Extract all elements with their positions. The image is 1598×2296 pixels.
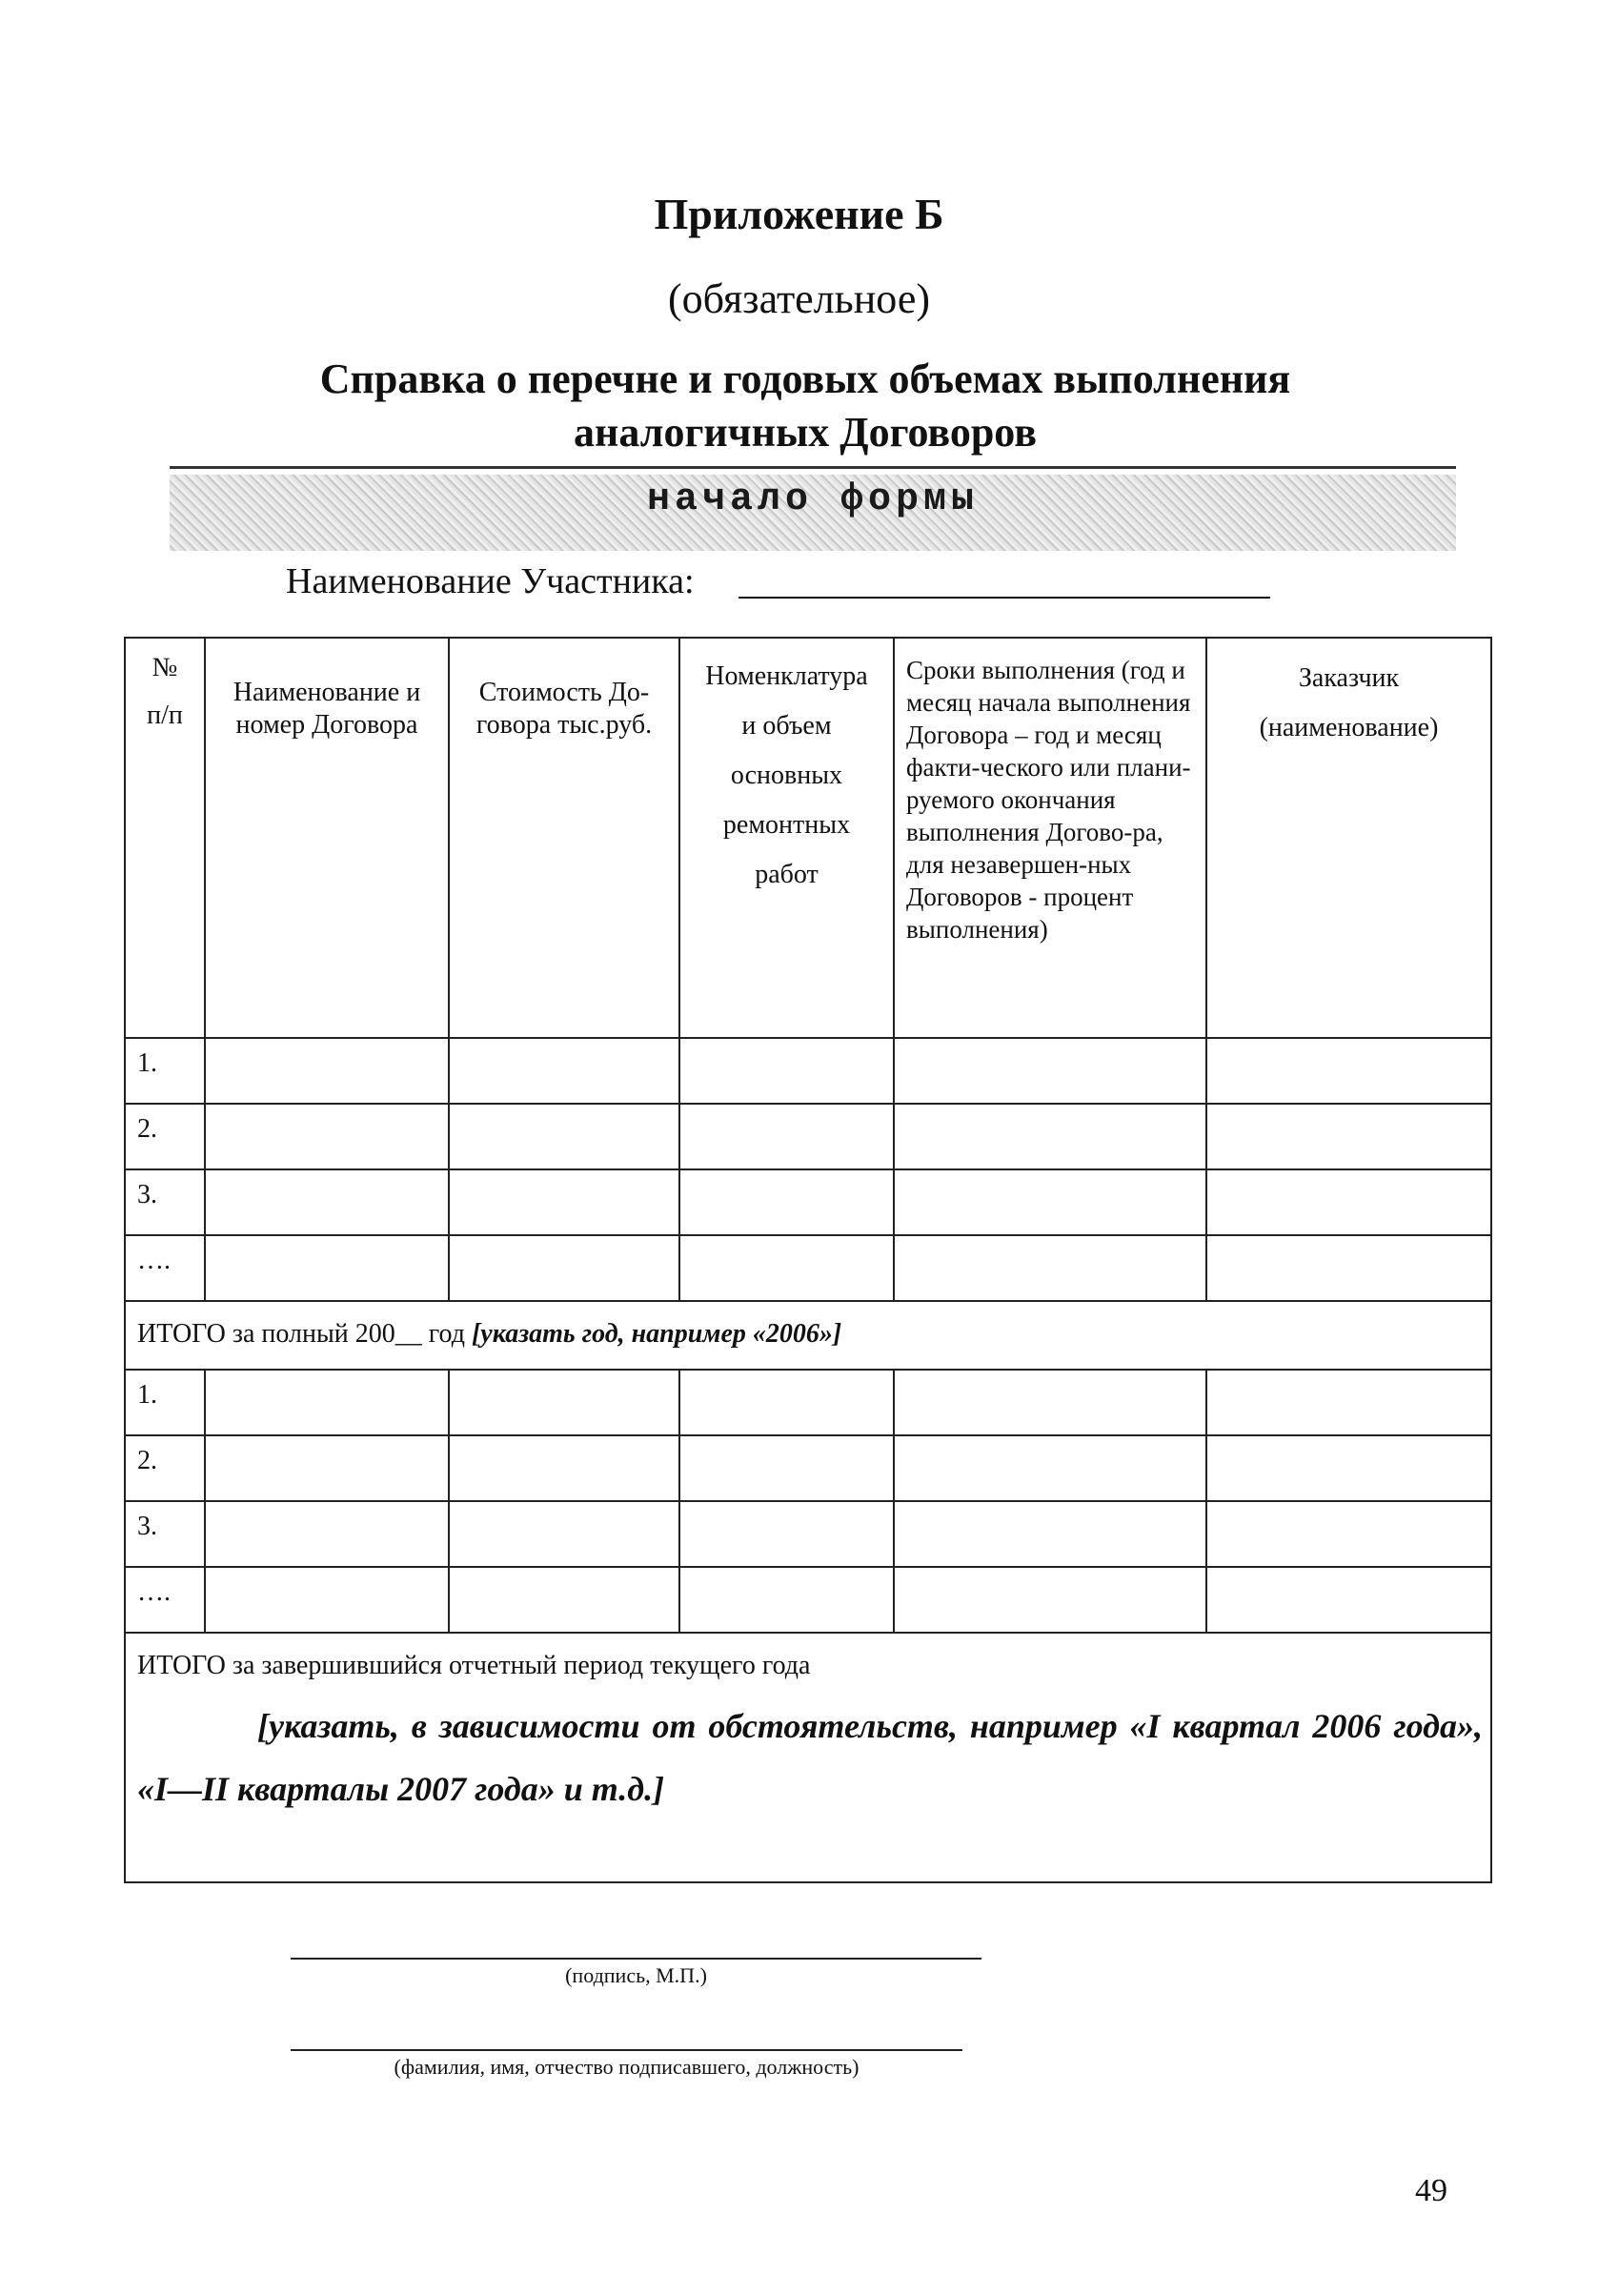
row-number: 2. xyxy=(137,1446,157,1475)
appendix-subtitle: (обязательное) xyxy=(668,275,930,322)
row-number: 1. xyxy=(137,1048,157,1078)
table-row xyxy=(125,1235,1491,1301)
participant-label: Наименование Участника: xyxy=(286,561,695,601)
table-cell[interactable] xyxy=(679,1435,894,1501)
participant-name-field[interactable] xyxy=(738,597,1270,599)
row-number: 3. xyxy=(137,1180,157,1209)
signature-line[interactable] xyxy=(291,1958,981,1960)
table-cell[interactable] xyxy=(449,1038,679,1104)
form-heading-line2: аналогичных Договоров xyxy=(574,409,1037,456)
table-cell[interactable] xyxy=(205,1235,449,1301)
row-number: …. xyxy=(137,1246,171,1275)
table-cell[interactable] xyxy=(449,1567,679,1633)
table-row xyxy=(125,1038,1491,1104)
row-number: 1. xyxy=(137,1380,157,1410)
table-cell[interactable] xyxy=(679,1169,894,1235)
header-customer-line: Заказчик xyxy=(1298,663,1400,693)
signer-name-line[interactable] xyxy=(291,2049,962,2051)
header-nomenclature-line: ремонтных xyxy=(722,810,851,840)
header-nomenclature-line: Номенклатура xyxy=(705,661,868,691)
table-cell[interactable] xyxy=(449,1370,679,1435)
contracts-table xyxy=(124,637,1492,1883)
header-contract-name-text: Наименование и номер Договора xyxy=(233,678,421,740)
form-heading xyxy=(172,353,1439,459)
row-number: …. xyxy=(137,1577,171,1607)
table-cell[interactable] xyxy=(1206,1104,1491,1169)
table-row xyxy=(125,1501,1491,1567)
table-cell[interactable] xyxy=(894,1038,1206,1104)
table-cell[interactable] xyxy=(449,1104,679,1169)
header-nomenclature xyxy=(679,638,894,1038)
header-nomenclature-line: и объем xyxy=(741,711,832,741)
table-cell[interactable] xyxy=(679,1501,894,1567)
row-number: 2. xyxy=(137,1114,157,1144)
table-row xyxy=(125,1370,1491,1435)
table-cell[interactable] xyxy=(894,1370,1206,1435)
table-cell[interactable] xyxy=(1206,1235,1491,1301)
table-cell[interactable] xyxy=(1206,1370,1491,1435)
header-cost xyxy=(449,638,679,1038)
table-cell[interactable] xyxy=(894,1235,1206,1301)
table-cell[interactable] xyxy=(205,1104,449,1169)
table-cell[interactable] xyxy=(205,1567,449,1633)
table-cell[interactable] xyxy=(205,1501,449,1567)
table-cell[interactable] xyxy=(449,1235,679,1301)
table-cell[interactable] xyxy=(449,1169,679,1235)
header-nomenclature-line: работ xyxy=(755,860,819,889)
table-cell[interactable] xyxy=(679,1567,894,1633)
header-terms-text: Сроки выполнения (год и месяц начала выполнения Договора – год и месяц факти-ческого или плани-руемого окончания выполнения Догово-ра, для незавершен-ных Договоров - процент выполнения) xyxy=(906,656,1191,944)
table-cell[interactable] xyxy=(1206,1038,1491,1104)
table-cell[interactable] xyxy=(449,1501,679,1567)
header-num-symbol: № xyxy=(152,653,178,682)
header-terms xyxy=(894,638,1206,1038)
table-row xyxy=(125,1169,1491,1235)
total-full-year-row xyxy=(125,1301,1491,1370)
table-row xyxy=(125,1104,1491,1169)
row-number: 3. xyxy=(137,1512,157,1541)
table-cell[interactable] xyxy=(1206,1567,1491,1633)
table-cell[interactable] xyxy=(1206,1501,1491,1567)
table-cell[interactable] xyxy=(449,1435,679,1501)
table-cell[interactable] xyxy=(1206,1169,1491,1235)
table-cell[interactable] xyxy=(894,1104,1206,1169)
table-cell[interactable] xyxy=(205,1435,449,1501)
form-start-banner xyxy=(170,475,1456,551)
table-cell[interactable] xyxy=(1206,1435,1491,1501)
header-customer-line: (наименование) xyxy=(1259,713,1439,742)
total-current-period-note: [указать, в зависимости от обстоятельств, например «I квартал 2006 года», «I—II кварталы 2007 года» и т.д.] xyxy=(137,1707,1483,1808)
table-cell[interactable] xyxy=(894,1169,1206,1235)
signer-name-label: (фамилия, имя, отчество подписавшего, должность) xyxy=(394,2055,860,2079)
table-cell[interactable] xyxy=(679,1104,894,1169)
header-contract-name xyxy=(205,638,449,1038)
heading-rule xyxy=(170,466,1456,469)
total-current-period-row xyxy=(125,1633,1491,1882)
header-cost-text: Стоимость До-говора тыс.руб. xyxy=(475,678,653,740)
appendix-title: Приложение Б xyxy=(654,190,944,238)
table-cell[interactable] xyxy=(894,1567,1206,1633)
table-cell[interactable] xyxy=(205,1038,449,1104)
table-row xyxy=(125,1435,1491,1501)
header-num xyxy=(125,638,205,1038)
table-cell[interactable] xyxy=(205,1370,449,1435)
total-full-year-label: ИТОГО за полный 200__ год xyxy=(137,1319,472,1349)
table-header-row xyxy=(125,638,1491,1038)
total-current-period-label: ИТОГО за завершившийся отчетный период текущего года xyxy=(137,1651,811,1680)
table-cell[interactable] xyxy=(205,1169,449,1235)
form-heading-line1: Справка о перечне и годовых объемах выполнения xyxy=(319,356,1291,402)
header-num-label: п/п xyxy=(147,701,183,730)
signature-label: (подпись, М.П.) xyxy=(565,1963,707,1987)
table-cell[interactable] xyxy=(894,1435,1206,1501)
table-cell[interactable] xyxy=(679,1038,894,1104)
header-customer xyxy=(1206,638,1491,1038)
total-full-year-note: [указать год, например «2006»] xyxy=(471,1319,842,1349)
form-start-banner-text: начало формы xyxy=(646,478,980,521)
table-cell[interactable] xyxy=(894,1501,1206,1567)
page-number: 49 xyxy=(1415,2173,1447,2208)
header-nomenclature-line: основных xyxy=(730,761,843,790)
table-cell[interactable] xyxy=(679,1370,894,1435)
total-full-year-text xyxy=(126,1302,1490,1350)
table-row xyxy=(125,1567,1491,1633)
table-cell[interactable] xyxy=(679,1235,894,1301)
